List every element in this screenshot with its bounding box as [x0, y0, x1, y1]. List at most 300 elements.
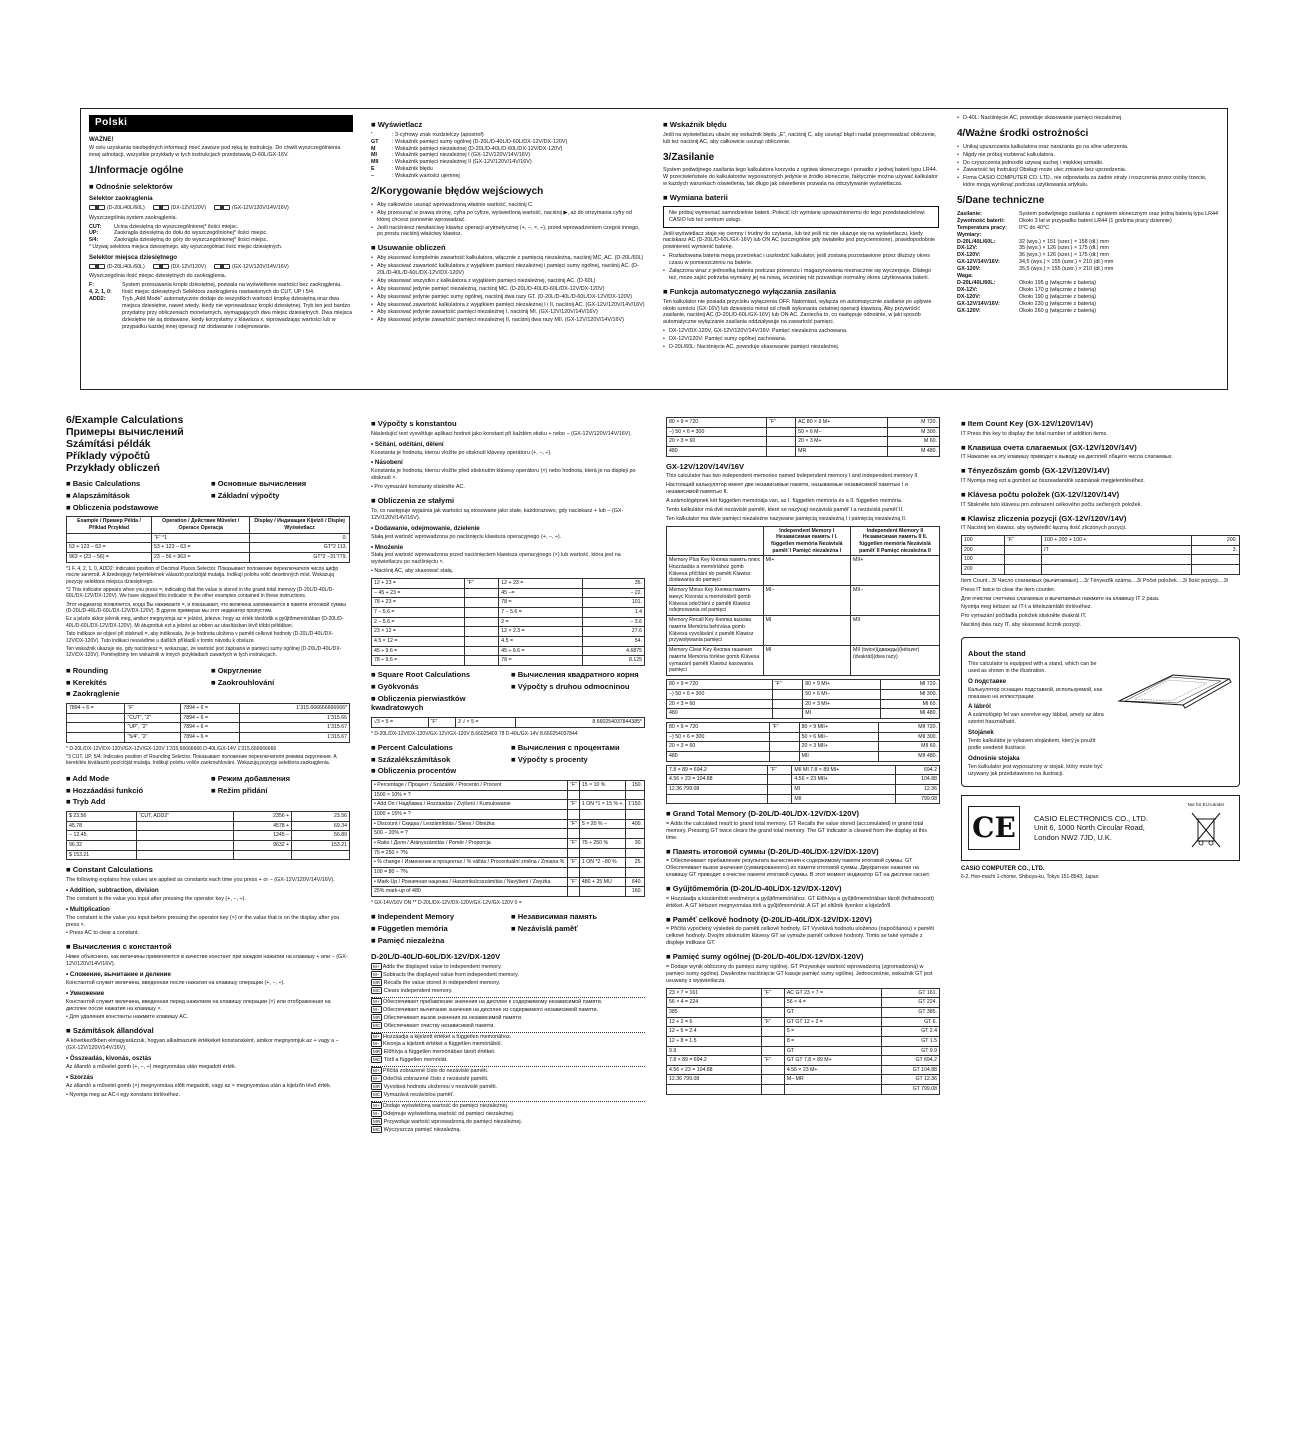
- definition-text: : Wskaźnik pamięci sumy ogólnej (D-20L/D-40L/D-60L/DX-12V/DX-120V): [392, 138, 568, 145]
- memory-key-row: [371, 1083, 645, 1091]
- table-cell: 20 × 3 M+: [796, 437, 888, 447]
- table-cell: “F”: [428, 717, 455, 727]
- memory-key-icon: M−: [373, 1076, 380, 1082]
- table-cell: [464, 588, 498, 598]
- table-cell: 480 + 25 MU: [579, 877, 625, 887]
- definition-text: : 3-cyfrowy znak rozdzielczy (apostrof): [392, 131, 484, 138]
- specifications-heading: 5/Dane techniczne: [957, 195, 1045, 207]
- definition-text: Zaokrągla dziesiętną do dołu do wyszczególnionej* ilości miejsc.: [114, 230, 268, 237]
- table-cell: [67, 533, 152, 543]
- section-heading: ■ Tryb Add: [66, 797, 205, 807]
- definition-text: : Wskaźnik pamięci niezależnej I (GX-12V/120V/14V/16V): [392, 152, 531, 159]
- spec-value: 35,5 (wys.) × 155 (szer.) × 210 (dł.) mm: [1019, 266, 1114, 273]
- memory-key-row: [371, 979, 645, 987]
- table-cell: 9632 +: [233, 840, 291, 850]
- table-cell: [136, 840, 233, 850]
- list-item: • Aby skasować jedynie zawartość pamięci niezależnej II, naciśnij dwa razy MII. (GX-12V/120V/14V/16V): [371, 317, 645, 324]
- constant-ru-sub1-text: Константой служит величина, введенная после нажатия на клавишу операции (+, −, ÷).: [66, 979, 285, 986]
- top-column-3: [655, 109, 947, 389]
- table-cell: [568, 810, 580, 820]
- definition-text: Tryb „Add Mode” automatycznie dodaje do wszystkich wartości kropkę dziesiętną oraz dwa miejsca dziesiętne, nawet wtedy, kiedy nie wprowadzasz kropki dziesiętnej. Tryb ten jest bardzo przydatny przy obliczeniach monetarnych, wymagających dwu miejsc dziesiętnych. Dwa miejsca dziesiętne nie są dodawane, kiedy korzystamy z klawisza x, wprowadzając wartości lub w przypadku każdej innej operacji niż dodawanie i odejmowanie.: [122, 295, 353, 330]
- rounding-headings: [66, 665, 350, 700]
- memory-key-icon: MC: [373, 1057, 381, 1063]
- table-cell: 1’315.67: [239, 723, 349, 733]
- table-row: [67, 850, 350, 860]
- table-cell: 200: [962, 565, 1005, 575]
- table-cell: MI+: [763, 556, 850, 586]
- definition-term: –: [371, 173, 374, 180]
- table-cell: 200.: [1192, 536, 1240, 546]
- item-count-heading: ■ Item Count Key (GX-12V/120V/14V): [961, 419, 1240, 429]
- table-row: [667, 1017, 940, 1027]
- memory-key-text: Odejmuje wyświetloną wartość od pamięci niezależnej.: [383, 1110, 515, 1117]
- table-cell: 12 + 23 =: [499, 579, 583, 589]
- recycle-symbol: [1179, 802, 1233, 855]
- table-cell: − 22.: [583, 588, 645, 598]
- spec-label: D-20L/40L/60L:: [957, 238, 996, 245]
- rounding-switch-icon: [89, 205, 105, 210]
- manufacturer-box: [961, 795, 1240, 862]
- memory-key-text: Wyczyszcza pamięć niezależną.: [383, 1126, 461, 1133]
- spec-label: Waga:: [957, 273, 973, 280]
- table-cell: [769, 752, 799, 762]
- spec-value: 35 (wys.) × 126 (szer.) × 175 (dł.) mm: [1019, 245, 1109, 252]
- stand-subtitle: Odnośnie stojaka: [968, 754, 1020, 762]
- table-row: [67, 533, 350, 543]
- selector-model: (DX-12V/120V): [153, 264, 206, 271]
- table-cell: M 480.: [888, 446, 940, 456]
- memory-key-text: Törli a független memóriát.: [383, 1057, 448, 1064]
- bottom-column-1: [58, 408, 358, 1338]
- table-cell: 75 = 250 × ?%: [372, 848, 568, 858]
- table-cell: GT 1.5: [882, 1036, 940, 1046]
- list-item: • Aby skasować wszystko z kalkulatora z wyjątkiem pamięci niezależnej, naciśnij AC. (D-60L): [371, 278, 645, 285]
- table-row: [667, 1046, 940, 1056]
- table-cell: 96.32: [67, 840, 137, 850]
- table-cell: MII−: [851, 586, 940, 616]
- table-cell: 20 × 3 MII+: [799, 742, 879, 752]
- table-row: [667, 690, 940, 700]
- table-cell: 694.2: [896, 765, 940, 775]
- table-cell: 53 + 123 − 63 =: [152, 543, 250, 553]
- table-cell: 80 × 9 MI+: [803, 680, 881, 690]
- basic-note-2: *2 This indicator appears when you press =, indicating that the value is stored in the grand total memory (D-20L/D-40L/D-60L/DX-12V/DX-120V). We have skipped this indicator in the other examples contained in these instructions.: [66, 586, 334, 600]
- rounding-table: [66, 703, 350, 743]
- spec-label: DX-120V:: [957, 252, 981, 259]
- stand-text: Калькулятор оснащен подставкой, используемой, как показано на иллюстрации.: [968, 686, 1102, 700]
- spec-value: [1019, 232, 1219, 239]
- table-cell: 50 × 6 MII−: [799, 732, 879, 742]
- definition-term: GT: [371, 138, 379, 145]
- memory-key-row: [371, 987, 645, 995]
- memory-key-row: [371, 971, 645, 979]
- table-cell: [625, 810, 644, 820]
- decimal-definitions: [89, 282, 353, 330]
- table-row: [667, 699, 940, 709]
- table-cell: [579, 868, 625, 878]
- table-cell: MI: [792, 784, 896, 794]
- constant-calc-heading-ru: ■ Вычисления с константой: [66, 942, 350, 952]
- table-row: [372, 598, 645, 608]
- list-item: • Aby skasować jedynie pamięć niezależną, naciśnij MC. (D-20L/D-40L/D-60L/DX-12V/DX-120V): [371, 286, 645, 293]
- table-row: [372, 887, 645, 897]
- table-row: [372, 588, 645, 598]
- constant-ru-sub2-text: Константой служит величина, введенная перед нажатием на клавишу операции (×) или отображенная на дисплее после нажатия на клавишу ×.: [66, 998, 331, 1012]
- bottom-column-4: [953, 408, 1248, 1338]
- grand-total-text-en: = Adds the calculated result to grand total memory. GT Recalls the value stored (accumulated) in grand total memory. Pressing GT twice clears the grand total memory. The GT indicator is cleared from the display at this time.: [666, 821, 928, 841]
- section-heading: ■ Hozzáadási funkció: [66, 786, 205, 796]
- casio-computer-name: CASIO COMPUTER CO., LTD.: [961, 866, 1045, 873]
- table-cell: MI 480.: [881, 709, 940, 719]
- table-row: [372, 579, 645, 589]
- table-row: [67, 840, 350, 850]
- precautions-list: [957, 144, 1219, 189]
- table-cell: [762, 1065, 785, 1075]
- table-cell: 4.56 × 23 MII+: [792, 775, 896, 785]
- rounding-selector-models: [89, 205, 353, 212]
- table-cell: GT 799.08: [882, 1085, 940, 1095]
- table-row: [962, 545, 1240, 555]
- table-cell: MII: [851, 616, 940, 646]
- memory-key-text: Hozzáadja a kijelzett értéket a független memóriához.: [383, 1033, 512, 1040]
- memory-key-row: [371, 1056, 645, 1064]
- table-row: [67, 553, 350, 563]
- table-cell: 23 × 7 = 161: [667, 988, 762, 998]
- memory-key-row: [371, 1101, 645, 1110]
- table-cell: 12 ÷ 5 = 2.4: [667, 1027, 762, 1037]
- table-cell: 7 − 5.6 =: [499, 608, 583, 618]
- memory-key-icon: M+: [373, 964, 380, 970]
- memory-key-text: Vyvolává hodnotu uloženou v nezávislé paměti.: [383, 1083, 498, 1090]
- table-cell: 100 + 200 + 100 +: [1042, 536, 1192, 546]
- table-cell: [464, 646, 498, 656]
- table-cell: MII (twice)(дважды)(kétszer)(dvakrát)(dwa razy): [851, 646, 940, 676]
- selector-model: (GX-12V/120V/14V/16V): [214, 264, 289, 271]
- precautions-heading: 4/Ważne środki ostrożności: [957, 127, 1089, 139]
- table-cell: 27.6: [583, 627, 645, 637]
- list-item: • Załączona wraz z jednostką bateria podczas przewozu i magazynowania nieznacznie się wyczerpuje. Dlatego też, może zajść potrzeba wymiany jej na nową, wcześniej niż przewiduje normalny okres użytkowania baterii.: [663, 268, 939, 282]
- table-cell: $ 23.56: [67, 811, 137, 821]
- table-cell: [1192, 555, 1240, 565]
- definition-text: : Wskaźnik pamięci niezależnej (D-20L/D-40L/D-60L/DX-12V/DX-120V): [392, 145, 563, 152]
- grand-total-heading-en: ■ Grand Total Memory (D-20L/D-40L/DX-12V/DX-120V): [666, 809, 940, 819]
- table-cell: [579, 810, 625, 820]
- table-row: [667, 988, 940, 998]
- basic-calc-table: [66, 516, 350, 562]
- battery-list: [663, 253, 939, 282]
- table-cell: [136, 831, 233, 841]
- table-cell: 4.56 × 23 = 104.88: [667, 775, 768, 785]
- memory-key-icon: M−: [373, 1110, 380, 1116]
- table-cell: 12.36: [896, 784, 940, 794]
- table-row: [667, 1075, 940, 1085]
- decimal-selector-models: [89, 264, 353, 271]
- table-cell: M 300.: [888, 427, 940, 437]
- list-item: • Aby przesunąć w prawą stronę, cyfra po cyfrze, wyświetloną wartość, naciśnij ▶, aż do otrzymania cyfry od której chcesz ponownie wprowadzać.: [371, 210, 645, 224]
- memory-key-text: Odečítá zobrazené číslo z nezávislé paměti.: [383, 1076, 489, 1083]
- table-cell: [625, 848, 644, 858]
- memory-key-text: Обеспечивает вызов значения из независимой памяти.: [383, 1014, 523, 1021]
- table-cell: MI−: [763, 586, 850, 616]
- section-heading: ■ Основные вычисления: [211, 479, 350, 489]
- spec-value: 32 (wys.) × 151 (szer.) × 158 (dł.) mm: [1019, 238, 1109, 245]
- memory-key-row: [371, 1006, 645, 1014]
- table-row: [667, 1027, 940, 1037]
- table-cell: “F”: [767, 418, 796, 428]
- percent-foot: * GX-14V/16V ON ** D-20L/DX-12V/DX-120V/GX-12V/GX-120V 0 =: [371, 900, 522, 907]
- memory-key-icon: M+: [373, 998, 380, 1004]
- memory-keys-table: [666, 526, 940, 677]
- constant-intro: The following explains how values are applied as constants each time you press + or − (GX-12V/120V/14V/16V).: [66, 876, 335, 883]
- auto-power-text: Ten kalkulator nie posiada przycisku wyłączenia OFF. Natomiast, wyłącza on automatycznie zasilanie po upływie około sześciu (GX-16V) lub dziesięciu minut od chwili wykonania ostatniej operacji klawiszą. Aby przywrócić zasilanie, naciśnij AC (D-20L/D-60L/GX-16V) lub ON AC. Zaniecha to, co następuje odnośnie, w jaki sposób automatyczne wyłączanie zasilania oddziaływuje na zawartość pamięci.: [663, 298, 932, 326]
- table-cell: [568, 829, 580, 839]
- definition-text: : Wskaźnik pamięci niezależnej II (GX-12V/120V/14V/16V): [392, 159, 532, 166]
- section-heading: ■ Základní výpočty: [211, 491, 350, 501]
- memory-col-ii: Independent Memory II Независимая память II II. független memória Nezávislá paměť II Pamięć niezależna II: [851, 526, 940, 556]
- table-cell: 3.: [1192, 545, 1240, 555]
- table-cell: Memory Clear Key Кнопка гашения памяти Memória törlése gomb Klávesa vymazání paměti Klawisz kasowania pamięci: [667, 646, 764, 676]
- table-row: [667, 586, 940, 616]
- table-cell: 4.56 × 23 = 104.88: [667, 1065, 762, 1075]
- table-cell: MII: [792, 794, 896, 804]
- spec-value: Około 190 g (włącznie z baterią): [1019, 293, 1097, 300]
- table-cell: Memory Recall Key Кнопка вызова памяти Memória behívása gomb Klávesa vyvolávání z paměti Klawisz przywoływania pamięci: [667, 616, 764, 646]
- table-cell: [579, 887, 625, 897]
- table-cell: 56 × 4 =: [784, 998, 882, 1008]
- constant-ru-sub2: • Умножение: [66, 989, 105, 997]
- table-cell: 9.9: [667, 1046, 762, 1056]
- basic-note-2-cz: Tato indikace se objeví při stisknutí =, aby indikovala, že je hodnota uložena v paměti celkové hodnoty (D-20L/D-40L/DX-12V/DX-120V). Tuto indikaci neuvádíme u dalších příkladů v tomto návodu k obsluze.: [66, 631, 334, 644]
- memory-key-row: [371, 1014, 645, 1022]
- spec-label: DX-120V:: [957, 293, 981, 300]
- sqrt-headings: [371, 669, 645, 714]
- memory-i-example: [666, 679, 940, 719]
- definition-term: MII: [371, 159, 379, 166]
- stand-text: Tento kalkulátor je vybaven stojánkem, který je použit podle uvedené ilustrace.: [968, 738, 1096, 752]
- section-heading: ■ Округление: [211, 666, 350, 676]
- table-cell: 45 ÷ 9.6 =: [499, 646, 583, 656]
- table-row: [372, 617, 645, 627]
- table-row: [667, 732, 940, 742]
- table-cell: MI: [763, 616, 850, 646]
- table-cell: 4.5 × 12 =: [372, 637, 465, 647]
- constant-hu-text: A következőkben elmagyarázzuk, hogyan alkalmazunk értékeket konstansként, amikor megnyomjuk az + vagy a − (GX-12V/120V/14V/16V).: [66, 1038, 339, 1051]
- table-row: [667, 709, 940, 719]
- stand-title: About the stand: [968, 649, 1026, 659]
- table-cell: 480: [667, 709, 773, 719]
- table-row: [372, 839, 645, 849]
- memory-key-icon: MR: [373, 980, 381, 986]
- table-cell: [1005, 565, 1042, 575]
- table-row: [372, 646, 645, 656]
- list-item: • DX-12V/DX-120V, GX-12V/120V/14V/16V: Pamięć niezależna zachowana.: [663, 328, 939, 335]
- example-titles: [66, 414, 350, 474]
- table-cell: [579, 829, 625, 839]
- section-heading: ■ Výpočty s druhou odmocninou: [511, 682, 645, 692]
- table-cell: [768, 794, 792, 804]
- table-row: [962, 565, 1240, 575]
- table-cell: MII+: [851, 556, 940, 586]
- table-row: [667, 680, 940, 690]
- item-count-heading: ■ Klávesa počtu položek (GX-12V/120V/14V): [961, 490, 1240, 500]
- table-row: [372, 868, 645, 878]
- table-cell: “F”: [125, 703, 181, 713]
- definition-text: Ucina dziesiętną do wyszczególnionej* ilości miejsc.: [114, 223, 239, 230]
- table-cell: [625, 829, 644, 839]
- top-column-2: [363, 109, 653, 389]
- table-cell: 2 =: [499, 617, 583, 627]
- table-cell: [292, 850, 350, 860]
- table-cell: GT 2.4: [882, 1027, 940, 1037]
- list-item: • Aby skasować zawartość kalkulatora z wyjątkiem pamięci niezależnej I i II, naciśnij AC. (GX-12V/120V/14V/16V): [371, 302, 645, 309]
- basic-note-2-hu: Ez a jelzés akkor jelenik meg, amikor megnyomja az = jelzést, jelezve, hogy az érték tárolódik a gyűjtőmemóriában (D-20L/D-40L/D-60L/DX-12V/DX-120V). Mi átugrottuk ezt a jelzést az ebben az utasításban lévő többi példában.: [66, 616, 344, 629]
- spec-label: Wymiary:: [957, 231, 982, 238]
- table-cell: GT 385.: [882, 1007, 940, 1017]
- memory-key-text: Vymazává nezávislou paměť.: [383, 1091, 455, 1098]
- definition-text: Ilość miejsc dziesiętnych Selektora zaokrąglenia nastawionych do CUT, UP i 5/4.: [122, 289, 315, 296]
- table-cell: 78 =: [499, 598, 583, 608]
- add-mode-headings: [66, 773, 350, 808]
- constant-table: [371, 578, 645, 666]
- table-cell: [768, 775, 792, 785]
- spec-value: Około 170 g (włącznie z baterią): [1019, 286, 1097, 293]
- table-cell: 8 =: [784, 1036, 882, 1046]
- table-cell: “F”: [568, 839, 580, 849]
- calculator-stand-icon: [1113, 665, 1233, 709]
- section-heading: ■ Independent Memory: [371, 912, 505, 922]
- table-cell: GT*2 −31’779.: [250, 553, 350, 563]
- table-cell: “F”: [762, 1056, 785, 1066]
- grand-total-heading-cz: ■ Paměť celkové hodnoty (D-20L/D-40L/DX-12V/DX-120V): [666, 915, 940, 925]
- decimal-switch-icon: [89, 264, 105, 269]
- table-cell: [769, 732, 799, 742]
- memory-key-icon: M−: [373, 972, 380, 978]
- constant-hu-sub2: • Szorzás: [66, 1073, 94, 1081]
- item-count-note: Pro vymazání počítadla položek stiskněte dvakrát IT.: [961, 613, 1087, 620]
- table-cell: GT 224.: [882, 998, 940, 1008]
- table-cell: “F” *1: [152, 533, 250, 543]
- table-row: [67, 811, 350, 821]
- selector-model: (D-20L/40L/60L): [89, 205, 145, 212]
- memory-key-text: Adds the displayed value to independent memory.: [382, 964, 502, 971]
- table-cell: 3 √ × 5 =: [456, 717, 516, 727]
- correcting-errors-heading: 2/Korygowanie błędów wejściowych: [371, 186, 544, 198]
- table-cell: • Mark-Up / Розничная наценка / Haszonkulcsszámítás / Navýšení / Zwyżka: [372, 877, 568, 887]
- list-item: • Zawartość tej Instrukcji Obsługi może ulec zmianie bez uprzedzenia.: [957, 167, 1219, 174]
- polish-instructions-panel: [80, 108, 1228, 390]
- list-item: • Nigdy nie próbuj rozbierać kalkulatora.: [957, 152, 1219, 159]
- item-count-text: IT Press this key to display the total number of addition items.: [961, 430, 1108, 437]
- table-cell: 4.56 × 23 M+: [784, 1065, 882, 1075]
- independent-memory-models: D-20L/D-40L/D-60L/DX-12V/DX-120V: [371, 951, 501, 961]
- table-row: [372, 819, 645, 829]
- col-example: Example / Пример Példa / Příklad Przykład: [67, 517, 152, 533]
- table-cell: 20 × 3 = 60: [667, 699, 773, 709]
- table-cell: [1042, 555, 1192, 565]
- table-cell: [67, 713, 125, 723]
- table-cell: “CUT, ADD2”: [136, 811, 233, 821]
- table-cell: MI 60.: [881, 699, 940, 709]
- table-cell: 7894 ÷ 6 =: [181, 713, 239, 723]
- table-cell: 500 − 20% = ?: [372, 829, 568, 839]
- constant-hu-sub2-text: Az állandó a művelet gomb (×) megnyomása előtt megadott, vagy az × megnyomása után a kijelzőn lévő érték.: [66, 1082, 332, 1089]
- constant-calc-heading-hu: ■ Számítások állandóval: [66, 1026, 350, 1036]
- section-heading: ■ Obliczenia procentów: [371, 766, 505, 776]
- item-count-heading: ■ Клавиша счета слагаемых (GX-12V/120V/14V): [961, 443, 1240, 453]
- percent-table: [371, 780, 645, 897]
- col-display: Display / Индикация Kijelző / Displej Wyświetlacz: [250, 517, 350, 533]
- spec-label: GX-120V:: [957, 266, 981, 273]
- memory-key-icon: MC: [373, 1022, 381, 1028]
- cz-sub2-text: Konstanta je hodnota, kterou vložíte před stisknutím klávesy operátoru (×) nebo hodnota, která je na displeji po stisknutí ×.: [371, 468, 636, 482]
- cz-constant-heading: ■ Výpočty s konstantou: [371, 419, 645, 429]
- table-cell: 69.34: [292, 821, 350, 831]
- memory-key-icon: MR: [373, 1014, 381, 1020]
- table-row: [667, 794, 940, 804]
- section-heading: ■ Вычисления с процентами: [511, 743, 645, 753]
- table-cell: 54.: [583, 637, 645, 647]
- table-cell: 45 ÷ 9.6 =: [372, 646, 465, 656]
- definition-term: 5/4:: [89, 237, 99, 244]
- table-row: [667, 752, 940, 762]
- table-cell: 50 × 6 M−: [796, 427, 888, 437]
- selector-model: (DX-12V/120V): [153, 205, 206, 212]
- table-cell: − 3.6: [583, 617, 645, 627]
- table-cell: 1’315.666666666666*: [239, 703, 349, 713]
- table-cell: [568, 887, 580, 897]
- table-row: [372, 637, 645, 647]
- list-item: • Firma CASIO COMPUTER CO. LTD., nie odpowiada za żadne straty i roszczenia przez osoby trzecie, które mogą wyniknąć podczas użytkowania artykułu.: [957, 175, 1219, 189]
- table-cell: 12.36 799.08: [667, 784, 768, 794]
- battery-text: Jeśli wyświetlacz staje się ciemny i trudny do czytania, lub też jeśli nic nie ukazuje się na wyświetlaczu, kiedy naciskasz AC (D-20L/D-60L/GX-16V) lub ON AC (szczególnie gdy światełko jest przyciemnione), prawdopodobnie powinieneś wymienić baterię.: [663, 230, 936, 251]
- constant-ru-sub1: • Сложение, вычитание и деление: [66, 970, 171, 978]
- rounding-intro: Wyszczególnia system zaokrąglenia.: [89, 214, 178, 221]
- casio-electronics-address: [1034, 814, 1173, 842]
- table-cell: 25% mark-up of 480: [372, 887, 568, 897]
- selector-model: (D-20L/40L/60L): [89, 264, 145, 271]
- table-cell: 80 × 9 = 720: [667, 680, 773, 690]
- memory-key-text: Recalls the value stored in independent memory.: [383, 980, 501, 987]
- table-cell: − 12.45: [67, 831, 137, 841]
- table-cell: 8.660254037844385*: [516, 717, 645, 727]
- table-cell: 480: [667, 752, 770, 762]
- table-row: [372, 858, 645, 868]
- item-count-caption: Item Count...3/ Число слагаемых (вычитаемых)....3/ Tényezők száma....3/ Počet položek....3/ Ilość pozycji....3/: [961, 577, 1229, 584]
- section-heading: ■ Basic Calculations: [66, 479, 205, 489]
- table-cell: 4.6875: [583, 646, 645, 656]
- item-count-note: Naciśnij dwa razy IT, aby skasować licznik pozycji.: [961, 622, 1082, 629]
- table-cell: “F”: [769, 723, 799, 733]
- stand-subtitle: A lábról: [968, 703, 991, 711]
- gx-text-pl: Ten kalkulator ma dwie pamięci niezależne nazywane pamięcią niezależną I i pamięcią niezależną II.: [666, 515, 907, 522]
- table-cell: [625, 868, 644, 878]
- decimal-switch-icon: [214, 264, 230, 269]
- definition-term: ’: [371, 131, 373, 138]
- table-cell: [464, 637, 498, 647]
- table-cell: GT 12.36: [882, 1075, 940, 1085]
- table-cell: [762, 1036, 785, 1046]
- table-row: [372, 656, 645, 666]
- table-cell: [568, 790, 580, 800]
- table-cell: 104.88: [896, 775, 940, 785]
- table-cell: 100: [962, 555, 1005, 565]
- table-row: [667, 1007, 940, 1017]
- memory-key-row: [371, 1066, 645, 1075]
- table-cell: GT: [784, 1007, 882, 1017]
- table-cell: [772, 690, 802, 700]
- section-heading: ■ Gyökvonás: [371, 682, 505, 692]
- table-cell: 101.: [583, 598, 645, 608]
